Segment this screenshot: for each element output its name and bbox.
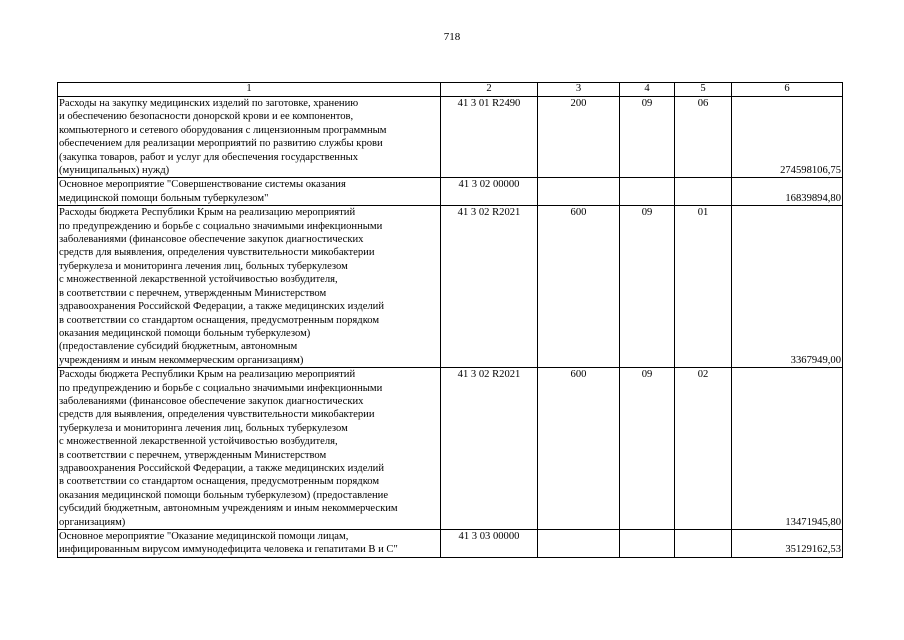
amount: 13471945,80 xyxy=(732,368,843,530)
target-article-code: 41 3 02 R2021 xyxy=(441,206,538,368)
amount: 274598106,75 xyxy=(732,97,843,178)
target-article-code: 41 3 02 00000 xyxy=(441,178,538,206)
row-description: Расходы бюджета Республики Крым на реализацию мероприятий по предупреждению и борьбе с социально значимыми инфекционными заболеваниями (финансовое обеспечение закупок диагностических средств для выявления, определения чувствительности микобактерии туберкулеза и мониторинга лечения лиц, больных туберкулезом с множественной лекарственной устойчивостью возбудителя, в соответствии с перечнем, утвержденным Министерством здравоохранения Российской Федерации, а также медицинских изделий в соответствии со стандартом оснащения, предусмотренным порядком оказания медицинской помощи больным туберкулезом) (предоставление субсидий бюджетным, автономным учреждениям и иным некоммерческим организациям) xyxy=(58,368,441,530)
target-article-code: 41 3 03 00000 xyxy=(441,530,538,558)
row-description: Расходы бюджета Республики Крым на реализацию мероприятий по предупреждению и борьбе с социально значимыми инфекционными заболеваниями (финансовое обеспечение закупок диагностических средств для выявления, определения чувствительности микобактерии туберкулеза и мониторинга лечения лиц, больных туберкулезом с множественной лекарственной устойчивостью возбудителя, в соответствии с перечнем, утвержденным Министерством здравоохранения Российской Федерации, а также медицинских изделий в соответствии со стандартом оснащения, предусмотренным порядком оказания медицинской помощи больным туберкулезом) (предоставление субсидий бюджетным, автономным учреждениям и иным некоммерческим организациям) xyxy=(58,206,441,368)
section-code xyxy=(620,530,675,558)
section-code: 09 xyxy=(620,97,675,178)
row-description: Основное мероприятие "Оказание медицинской помощи лицам, инфицированным вирусом иммунодефицита человека и гепатитами В и С" xyxy=(58,530,441,558)
table-row xyxy=(58,368,843,530)
amount: 3367949,00 xyxy=(732,206,843,368)
target-article-code: 41 3 01 R2490 xyxy=(441,97,538,178)
subsection-code xyxy=(675,530,732,558)
subsection-code: 01 xyxy=(675,206,732,368)
amount: 35129162,53 xyxy=(732,530,843,558)
page-number: 718 xyxy=(443,31,461,43)
header-cell-col-1: 1 xyxy=(58,83,441,97)
table-row xyxy=(58,206,843,368)
table-row xyxy=(58,178,843,206)
expense-type-code xyxy=(538,530,620,558)
table-row xyxy=(58,97,843,178)
row-description: Расходы на закупку медицинских изделий по заготовке, хранению и обеспечению безопасности донорской крови и ее компонентов, компьютерного и сетевого оборудования с лицензионным программным обеспечением для реализации мероприятий по развитию службы крови (закупка товаров, работ и услуг для обеспечения государственных (муниципальных) нужд) xyxy=(58,97,441,178)
subsection-code: 06 xyxy=(675,97,732,178)
expense-type-code: 600 xyxy=(538,368,620,530)
section-code: 09 xyxy=(620,368,675,530)
row-description: Основное мероприятие "Совершенствование системы оказания медицинской помощи больным туберкулезом" xyxy=(58,178,441,206)
header-cell-col-5: 5 xyxy=(675,83,732,97)
expense-type-code: 200 xyxy=(538,97,620,178)
header-cell-col-6: 6 xyxy=(732,83,843,97)
table-header-row xyxy=(58,83,843,97)
header-cell-col-3: 3 xyxy=(538,83,620,97)
subsection-code: 02 xyxy=(675,368,732,530)
header-cell-col-2: 2 xyxy=(441,83,538,97)
amount: 16839894,80 xyxy=(732,178,843,206)
expense-type-code: 600 xyxy=(538,206,620,368)
budget-table xyxy=(57,82,843,558)
table-row xyxy=(58,530,843,558)
header-cell-col-4: 4 xyxy=(620,83,675,97)
target-article-code: 41 3 02 R2021 xyxy=(441,368,538,530)
section-code xyxy=(620,178,675,206)
subsection-code xyxy=(675,178,732,206)
section-code: 09 xyxy=(620,206,675,368)
expense-type-code xyxy=(538,178,620,206)
